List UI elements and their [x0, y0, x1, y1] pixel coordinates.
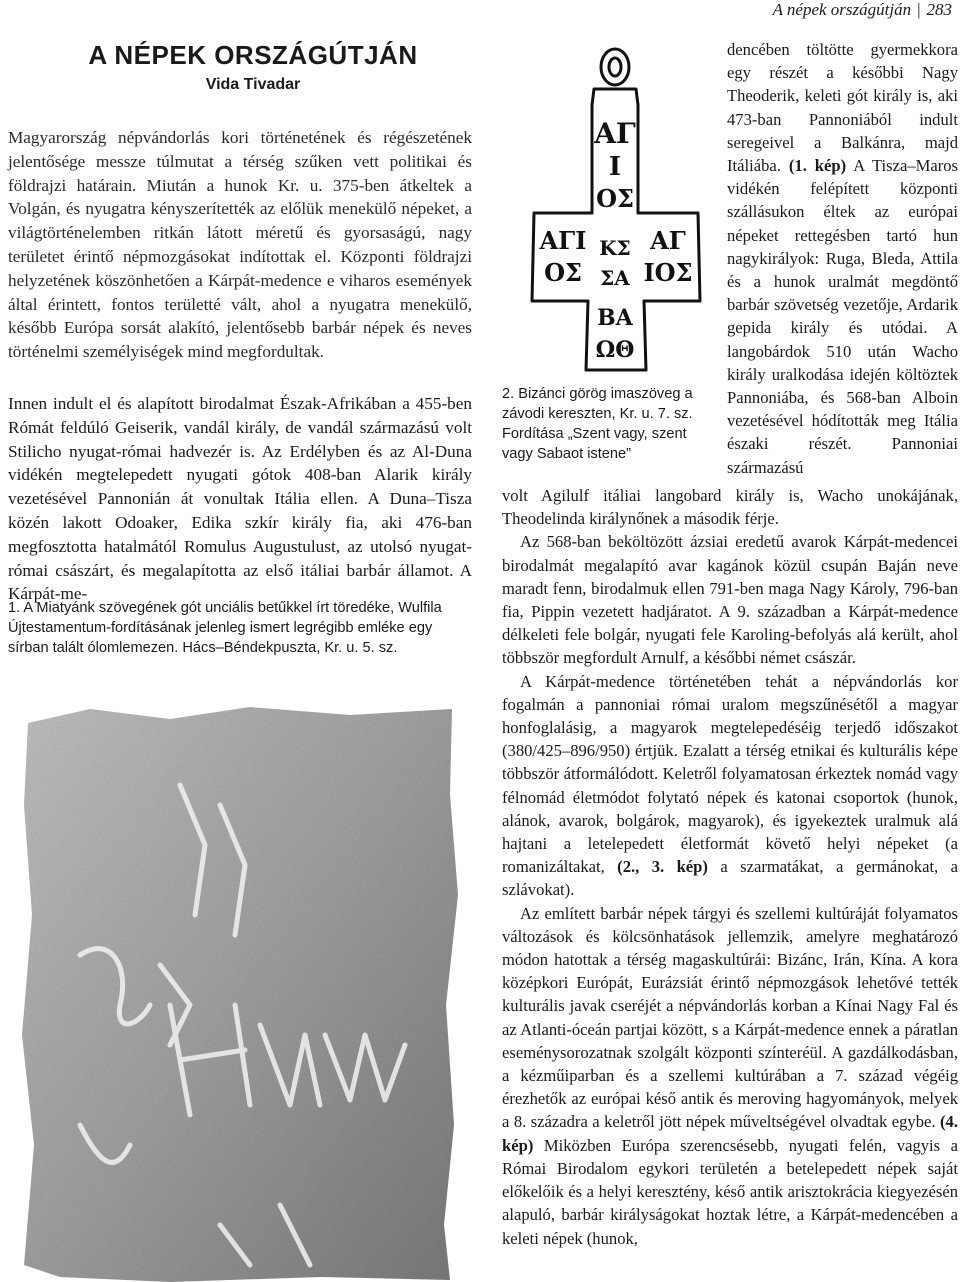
body-paragraph-right-narrow — [727, 38, 958, 479]
tablet-plate — [22, 707, 458, 1282]
cross-letters-10: ΒΑ — [597, 305, 633, 331]
lead-paragraph: Magyarország népvándorlás kori történetének és régészetének jelentősége messze túlmutat a térség szűken vett politikai és földrajzi határain. Miután a hunok Kr. u. 375-ben átkeltek a Volgán, és nyugatra kényszerítették az előlük menekülő népeket, a világtörténelemben ritkán látott méretű és gyorsaságú, nagy területet érintő népmozgásokat indítottak el. Központi földrajzi helyzetének köszönhetően a Kárpát-medence e viharos események által érintett, fontos területté vált, ahol a nyugatra menekülő, később Európa sorsát alakító, jelentősebb barbár népek és neves történelmi személyiségek mind megfordultak. — [8, 128, 472, 362]
body-right-narrow — [727, 38, 958, 479]
body-right-wide — [502, 484, 958, 1250]
byzantine-cross-figure — [528, 45, 703, 375]
body-text-segment: A Kárpát-medence történetében tehát a népvándorlás kor fogalmán a pannoniai római uralom megszűnésétől a magyar honfoglalásig, a magyarok megtelepedéséig terjedő időszakot (380/425–896/950) értjük. Ezalatt a térség etnikai és kulturális képe többször átformálódott. Keletről folyamatosan érkeztek nomád vagy félnomád életmódot folytató népek és katonai csoportok (hunok, alánok, avarok, bolgárok, magyarok), és igyekeztek uralmuk alá hajtani a letelepedett életformát követő helyi népeket (a romanizáltakat, — [502, 671, 958, 877]
figure-reference-4: (4. kép) — [502, 1112, 958, 1155]
cross-letters-2: Ι — [608, 152, 622, 182]
running-head-title: A népek országútján — [772, 0, 912, 19]
figure-2-caption: 2. Bizánci görög imaszöveg a závodi kereszten, Kr. u. 7. sz. Fordítása „Szent vagy, szent vagy Sabaot istene” — [502, 386, 693, 462]
running-head — [773, 0, 952, 20]
cross-letters-6: ΑΓ — [650, 226, 686, 255]
article-author: Vida Tivadar — [205, 76, 301, 93]
running-head-separator: | — [917, 0, 921, 19]
figure-reference-1: (1. kép) — [788, 156, 847, 176]
body-paragraph-continued: volt Agilulf itáliai langobard király is, Wacho unokájának, Theodelinda királynőnek a második férje. — [502, 486, 958, 529]
body-text-segment: a szarmatákat, a germánokat, a szlávokat). — [502, 857, 958, 900]
cross-letters-8: ΚΣ — [599, 236, 631, 260]
body-text-segment: A Tisza–Maros vidékén felépített központi szállásukon éltek az európai népeket rettegésben tartó hun nagykirályok: Ruga, Bleda, Attila és a hunok uralmát megdöntő barbár szövetség vezetője, Ardarik gepida király és utódai. A langobárdok 510 után Wacho király uralkodása idején költöztek Pannoniába, és 568-ban Alboin vezetésével hódították meg Itália északi részét. Pannoniai származású — [727, 156, 959, 477]
body-text-segment: Az említett barbár népek tárgyi és szellemi kultúráját folyamatos változások és kölcsönhatások jellemzik, amelyre meghatározó módon hatottak a térség magaskultúrái: Bizánc, Irán, Kína. A kora középkori Európát, Eurázsiát érintő népmozgások lehetővé tették kulturális javak cseréjét a népvándorlás korban a Kínai Nagy Fal és az Atlanti-óceán partjai között, s a Kárpát-medence ennek a páratlan eseménysorozatnak szolgált központi színteréül. A gazdálkodásban, a kézműiparban és a szellemi kultúrában a 7. század végéig érezhetők az európai késő antik és meroving hagyományok, melyek a 8. századra a keletről jött népek műveltségével olvadtak egybe. — [502, 903, 958, 1132]
article-title: A NÉPEK ORSZÁGÚTJÁN — [88, 40, 418, 70]
cross-letters-1: ΑΓ — [594, 117, 636, 150]
cross-letters-3: ΟΣ — [596, 184, 634, 213]
body-text-segment: dencében töltötte gyermekkora egy részét a későbbi Nagy Theoderik, keleti gót király is, aki 473-ban Pannoniából indult seregeivel a Balkánra, majd Itáliába. — [727, 40, 958, 176]
cross-letters-9: ΣΑ — [600, 266, 630, 290]
body-paragraph-left: Innen indult el és alapított birodalmat Észak-Afrikában a 455-ben Rómát feldúló Geiserik, vandál király, de vandál származású volt Stilicho nyugat-római hadvezér is. Az Erdélyben és az Al-Duna vidékén megtelepedett nyugati gótok 408-ban Alarik király vezetésével Pannonián át vonultak Itália ellen. A Duna–Tisza közén lakott Odoaker, Edika szkír király fia, aki 476-ban megfosztotta hatalmától Romulus Augustulust, az utolsó nyugat-római császárt, és megalapította az első itáliai barbár államot. A Kárpát-me- — [8, 394, 472, 604]
cross-letters-5: ΟΣ — [544, 258, 582, 287]
figure-1-caption: 1. A Miatyánk szövegének gót unciális betűkkel írt töredéke, Wulfila Újtestamentum-fordításának jelenleg ismert legrégibb emléke egy sírban talált ólomlemezen. Hács–Béndekpuszta, Kr. u. 5. sz. — [8, 600, 442, 656]
cross-greek-text — [539, 117, 693, 363]
cross-letters-4: ΑΓΙ — [539, 226, 587, 255]
body-paragraph-culture — [502, 902, 958, 1250]
page-number: 283 — [926, 0, 952, 19]
body-paragraph-migration-period — [502, 670, 958, 902]
cross-letters-7: ΙΟΣ — [643, 258, 693, 287]
lead-tablet-figure — [20, 705, 460, 1282]
figure-reference-2-3: (2., 3. kép) — [617, 857, 708, 877]
cross-letters-11: ΩΘ — [595, 337, 635, 363]
body-paragraph-avars: Az 568-ban beköltözött ázsiai eredetű avarok Kárpát-medencei birodalmát megalapító avar kagánok közül csupán Baján neve maradt fenn, birodalmuk ellen 791-ben maga Nagy Károly, 796-ban fia, Pippin vezetett hadjáratot. A 9. században a Kárpát-medence délkeleti fele bolgár, nyugati fele Karoling-befolyás alá került, ahol többször megfordult Arnulf, a későbbi német császár. — [502, 532, 958, 668]
body-text-segment: Miközben Európa szerencsésebb, nyugati felén, vagyis a Római Birodalom egykori területén a betelepedett népek saját előkelőik és a helyi keresztény, késő antik arisztokrácia kiegyezésén alapuló, barbár királyságokat hoztak létre, a Kárpát-medencében a keleti népek (hunok, — [502, 1135, 958, 1248]
